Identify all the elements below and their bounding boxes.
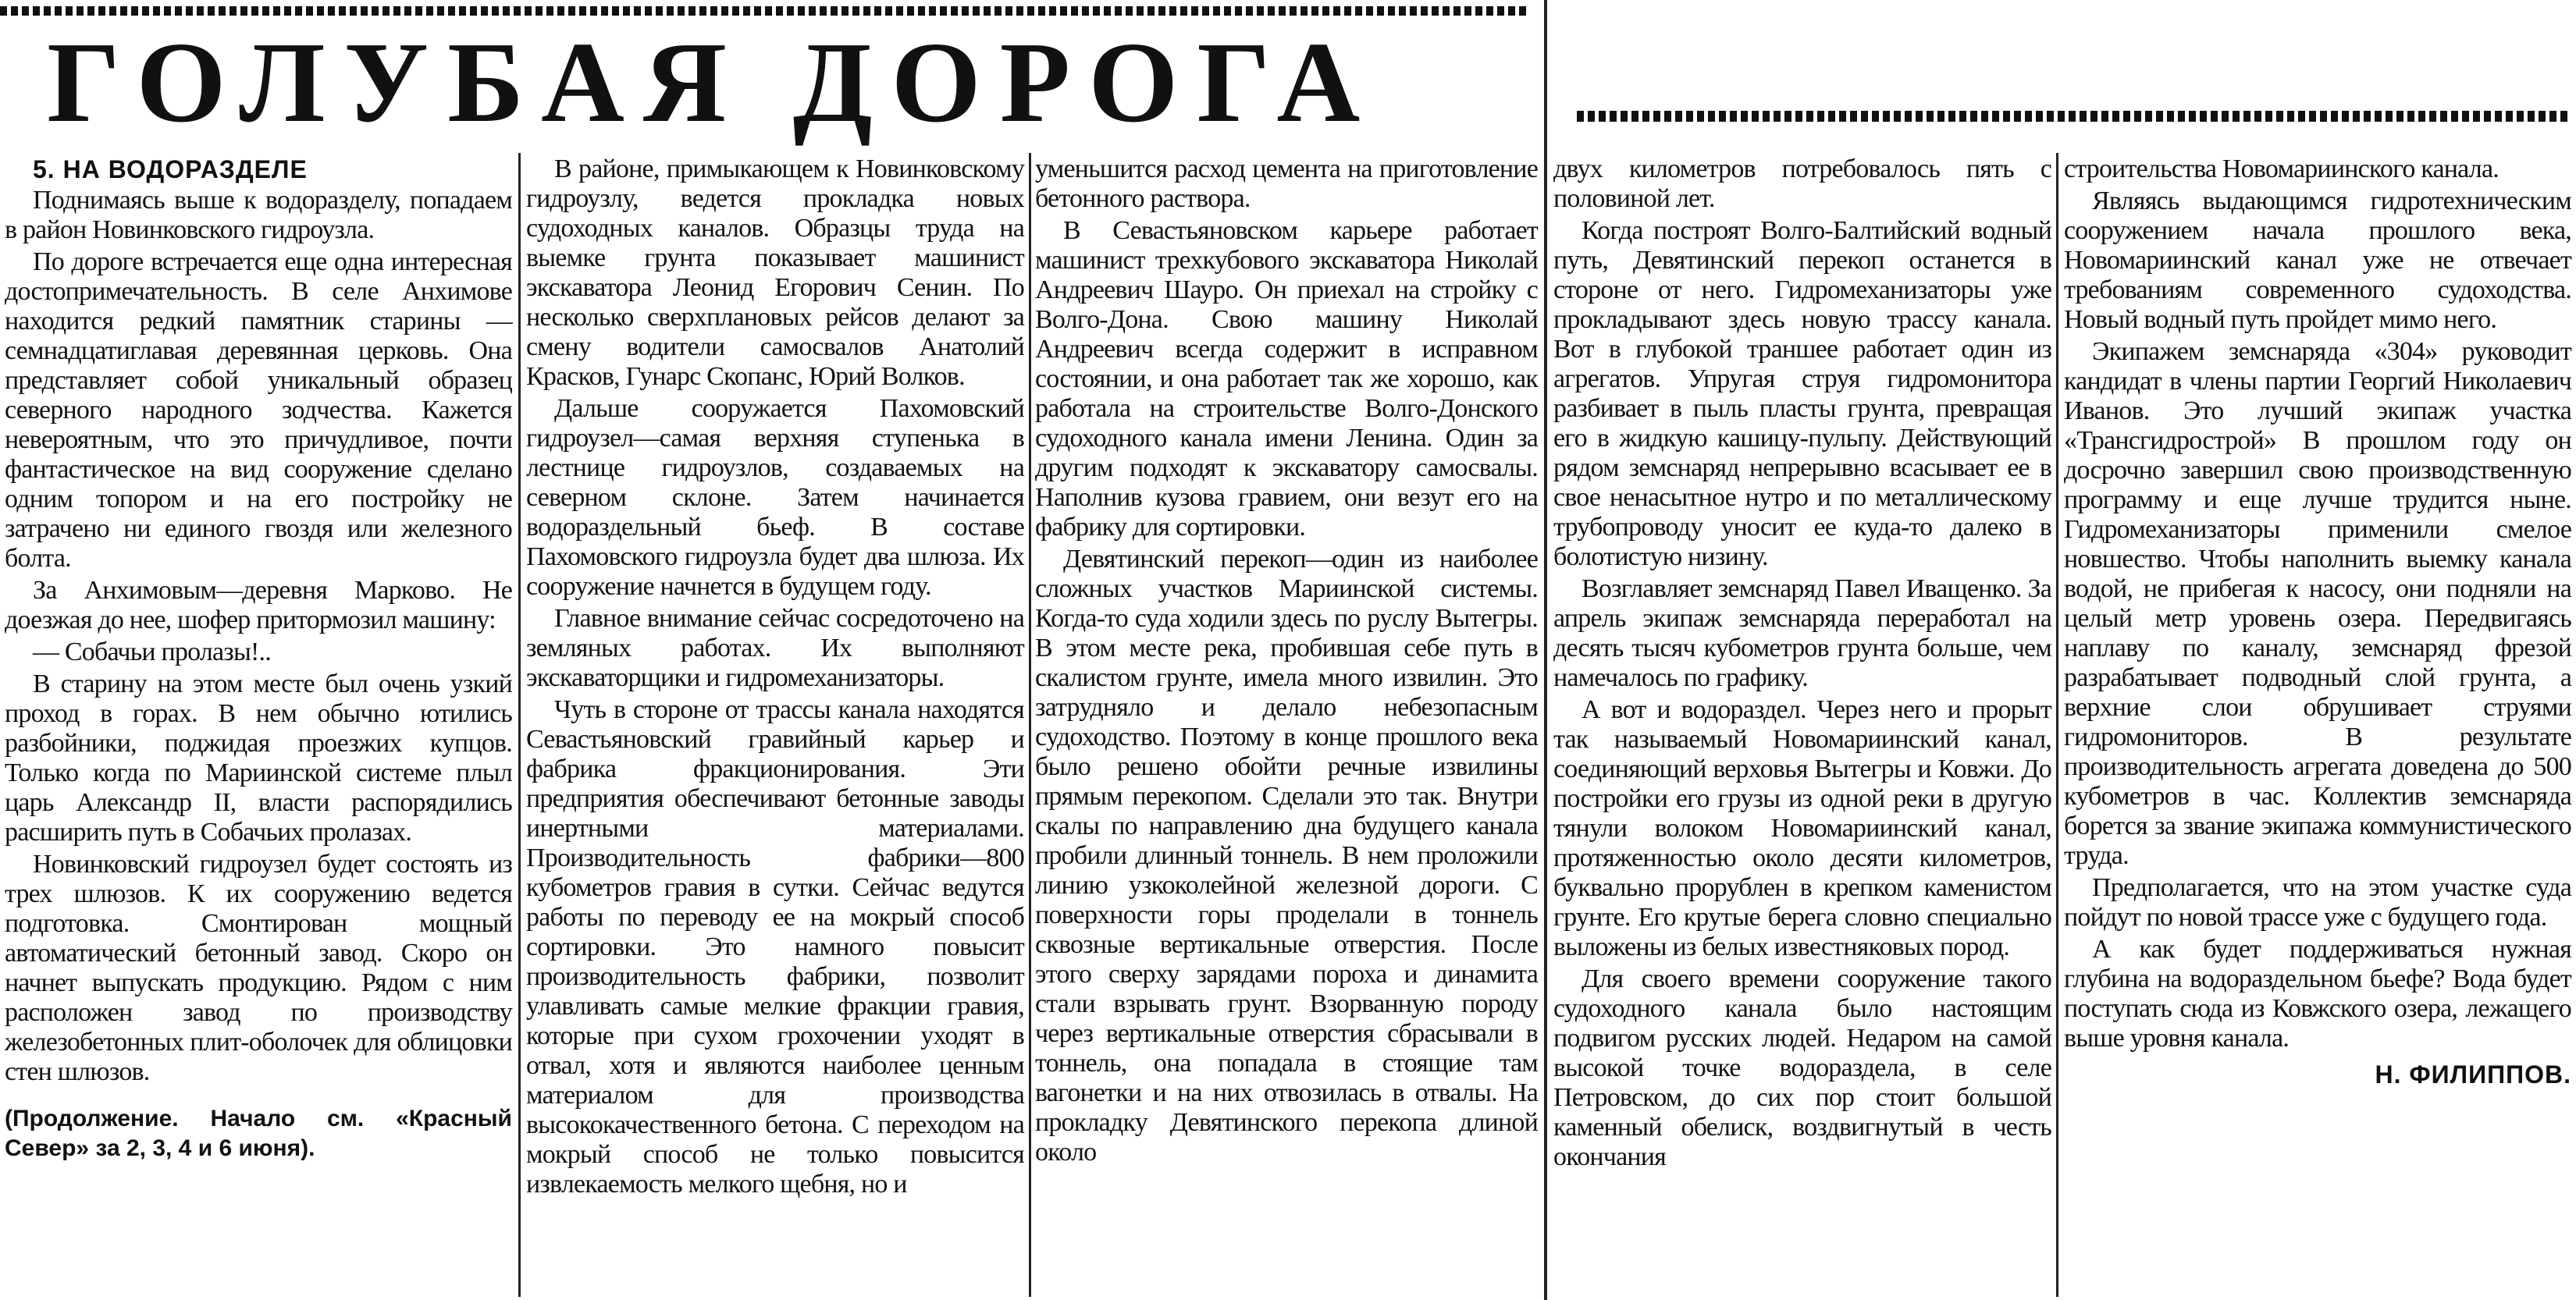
paragraph: Чуть в стороне от трассы канала находятся Севастьяновский гравийный карьер и фабрика фракционирования. Эти предприятия обеспечивают бетонные заводы инертными материалами. Производительность фабрики—800 кубометров гравия в сутки. Сейчас ведутся работы по переводу ее на мокрый способ сортировки. Это намного повысит производительность фабрики, позволит улавливать самые мелкие фракции гравия, которые при сухом грохочении уходят в отвал, хотя и являются наиболее ценным материалом для производства высококачественного бетона. С переходом на мокрый способ не только повысится извлекаемость мелкого щебня, но и	[526, 695, 1024, 1199]
author-signature: Н. ФИЛИППОВ.	[2375, 1060, 2571, 1089]
paragraph: Когда построят Волго-Балтийский водный путь, Девятинский перекоп останется в стороне от него. Гидромеханизаторы уже прокладывают здесь новую трассу канала. Вот в глубокой траншее работает один из агрегатов. Упругая струя гидромонитора разбивает в пыль пласты грунта, превращая его в жидкую кашицу-пульпу. Действующий рядом земснаряд непрерывно всасывает ее в свое ненасытное нутро и по металлическому трубопроводу уносит ее куда-то далеко в болотистую низину.	[1553, 216, 2051, 571]
paragraph: Поднимаясь выше к водоразделу, попадаем в район Новинковского гидроузла.	[5, 186, 512, 244]
column-divider	[2056, 153, 2058, 1297]
article-column-1	[5, 155, 512, 1166]
headline: ГОЛУБАЯ ДОРОГА	[47, 19, 1379, 147]
paragraph: уменьшится расход цемента на приготовление бетонного раствора.	[1035, 155, 1538, 213]
column-divider	[518, 153, 521, 1297]
column-divider	[1544, 0, 1547, 1300]
paragraph: строительства Новомариинского канала.	[2064, 155, 2499, 183]
paragraph: Новинковский гидроузел будет состоять из трех шлюзов. К их сооружению ведется подготовка. Смонтирован мощный автоматический бетонный завод. Скоро он начнет выпускать продукцию. Рядом с ним расположен завод по производству железобетонных плит-оболочек для облицовки стен шлюзов.	[5, 850, 512, 1086]
paragraph: За Анхимовым—деревня Марково. Не доезжая до нее, шофер притормозил машину:	[5, 576, 512, 634]
paragraph: Для своего времени сооружение такого судоходного канала было настоящим подвигом русских людей. Недаром на самой высокой точке водораздела, в селе Петровском, до сих пор стоит большой каменный обелиск, воздвигнутый в честь окончания	[1553, 964, 2051, 1171]
paragraph: Экипажем земснаряда «304» руководит кандидат в члены партии Георгий Николаевич Иванов. Это лучший экипаж участка «Трансгидрострой» В прошлом году он досрочно завершил свою производственную программу и еще лучше трудится ныне. Гидромеханизаторы применили смелое новшество. Чтобы наполнить выемку канала водой, не прибегая к насосу, они подняли на целый метр уровень озера. Передвигаясь наплаву по каналу, земснаряд фрезой разрабатывает подводный слой грунта, а верхние слои обрушивает струями гидромониторов. В результате производительность агрегата доведена до 500 кубометров в час. Коллектив земснаряда борется за звание экипажа коммунистического труда.	[2064, 337, 2571, 870]
paragraph: Предполагается, что на этом участке суда пойдут по новой трассе уже с будущего года.	[2064, 873, 2571, 932]
paragraph: А как будет поддерживаться нужная глубина на водораздельном бьефе? Вода будет поступать сюда из Ковжского озера, лежащего выше уровня канала.	[2064, 935, 2571, 1053]
top-dashed-rule	[0, 6, 1530, 16]
paragraph: В Севастьяновском карьере работает машинист трехкубового экскаватора Николай Андреевич Шауро. Он приехал на стройку с Волго-Дона. Свою машину Николай Андреевич всегда содержит в исправном состоянии, и она работает так же хорошо, как работала на строительстве Волго-Донского судоходного канала имени Ленина. Один за другим подходят к экскаватору самосвалы. Наполнив кузова гравием, они везут его на фабрику для сортировки.	[1035, 216, 1538, 542]
paragraph: По дороге встречается еще одна интересная достопримечательность. В селе Анхимове находится редкий памятник старины — семнадцатиглавая деревянная церковь. Она представляет собой уникальный образец северного народного зодчества. Кажется невероятным, что это причудливое, почти фантастическое на вид сооружение сделано одним топором и на его постройку не затрачено ни единого гвоздя или железного болта.	[5, 247, 512, 573]
article-column-2	[526, 155, 1024, 1202]
paragraph: В районе, примыкающем к Новинковскому гидроузлу, ведется прокладка новых судоходных каналов. Образцы труда на выемке грунта показывает машинист экскаватора Леонид Егорович Сенин. По несколько сверхплановых рейсов делают за смену водители самосвалов Анатолий Красков, Гунарс Скопанс, Юрий Волков.	[526, 155, 1024, 391]
right-dashed-rule	[1577, 111, 2568, 122]
paragraph: Являясь выдающимся гидротехническим сооружением начала прошлого века, Новомариинский канал уже не отвечает требованиям современного судоходства. Новый водный путь пройдет мимо него.	[2064, 186, 2571, 334]
paragraph: Главное внимание сейчас сосредоточено на земляных работах. Их выполняют экскаваторщики и гидромеханизаторы.	[526, 604, 1024, 692]
paragraph: Девятинский перекоп—один из наиболее сложных участков Мариинской системы. Когда-то суда ходили здесь по руслу Вытегры. В этом месте река, пробившая себе путь в скалистом грунте, имела много извилин. Это затрудняло и делало небезопасным судоходство. Поэтому в конце прошлого века было решено обойти речные извилины прямым перекопом. Сделали это так. Внутри скалы по направлению дна будущего канала пробили длинный тоннель. В нем проложили линию узкоколейной железной дороги. С поверхности горы проделали в тоннель сквозные вертикальные отверстия. После этого сверху зарядами пороха и динамита стали взрывать грунт. Взорванную породу через вертикальные отверстия сбрасывали в тоннель, она попадала в стоящие там вагонетки и на них отвозилась в отвалы. На прокладку Девятинского перекопа длиной около	[1035, 545, 1538, 1167]
section-heading: 5. НА ВОДОРАЗДЕЛЕ	[33, 155, 308, 183]
paragraph: А вот и водораздел. Через него и прорыт так называемый Новомариинский канал, соединяющий верховья Вытегры и Ковжи. До постройки его грузы из одной реки в другую тянули волоком Новомариинский канал, протяженностью около десяти километров, буквально прорублен в крепком каменистом грунте. Его крутые берега словно специально выложены из белых известняковых пород.	[1553, 695, 2051, 961]
article-column-5	[2064, 155, 2571, 1092]
paragraph: Дальше сооружается Пахомовский гидроузел—самая верхняя ступенька в лестнице гидроузлов, создаваемых на северном склоне. Затем начинается водораздельный бьеф. В составе Пахомовского гидроузла будет два шлюза. Их сооружение начнется в будущем году.	[526, 394, 1024, 601]
article-column-3	[1035, 155, 1538, 1170]
paragraph: Возглавляет земснаряд Павел Иващенко. За апрель экипаж земснаряда переработал на десять тысяч кубометров грунта больше, чем намечалось по графику.	[1553, 574, 2051, 692]
paragraph: — Собачьи пролазы!..	[33, 638, 271, 666]
paragraph: двух километров потребовалось пять с половиной лет.	[1553, 155, 2051, 213]
continuation-note: (Продолжение. Начало см. «Красный Север» за 2, 3, 4 и 6 июня).	[5, 1106, 512, 1161]
column-divider	[1029, 153, 1031, 1297]
article-column-4	[1553, 155, 2051, 1174]
paragraph: В старину на этом месте был очень узкий проход в горах. В нем обычно ютились разбойники, поджидая проезжих купцов. Только когда по Мариинской системе плыл царь Александр II, власти распорядились расширить путь в Собачьих пролазах.	[5, 670, 512, 847]
